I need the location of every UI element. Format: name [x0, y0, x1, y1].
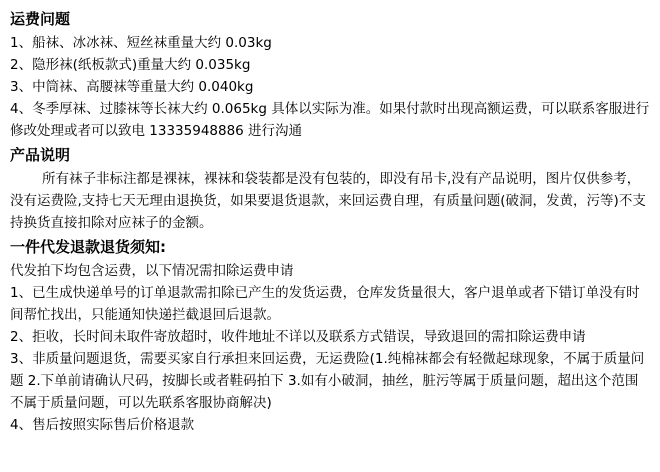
section-line: 3、非质量问题退货，需要买家自行承担来回运费，无运费险(1.纯棉袜都会有轻微起球现象，不属于质量问题 2.下单前请确认尺码，按脚长或者鞋码拍下 3.如有小破洞，抽丝，脏污等属于质量问题，超出这个范围不属于质量问题，可以先联系客服协商解决) — [10, 351, 645, 411]
section-line: 2、拒收，长时间未取件寄放超时，收件地址不详以及联系方式错误，导致退回的需扣除运费申请 — [10, 329, 586, 345]
section-heading: 一件代发退款退货须知: — [10, 238, 166, 256]
section-shipping-issues — [10, 8, 650, 142]
section-line: 2、隐形袜(纸板款式)重量大约 0.035kg — [10, 57, 251, 73]
section-line: 3、中筒袜、高腰袜等重量大约 0.040kg — [10, 79, 254, 95]
section-line: 4、冬季厚袜、过膝袜等长袜大约 0.065kg 具体以实际为准。如果付款时出现高额运费，可以联系客服进行修改处理或者可以致电 13335948886 进行沟通 — [10, 101, 650, 139]
section-line: 代发拍下均包含运费，以下情况需扣除运费申请 — [10, 263, 294, 279]
section-heading: 运费问题 — [10, 10, 71, 28]
section-product-description — [10, 144, 650, 234]
section-dropship-refund-return — [10, 236, 650, 436]
section-line: 所有袜子非标注都是裸袜，裸袜和袋装都是没有包装的，即没有吊卡,没有产品说明，图片仅供参考，没有运费险,支持七天无理由退换货，如果要退货退款，来回运费自理，有质量问题(破洞，发黄，污等)不支持换货直接扣除对应袜子的金额。 — [10, 171, 646, 231]
section-line: 1、已生成快递单号的订单退款需扣除已产生的发货运费，仓库发货量很大，客户退单或者下错订单没有时间帮忙找出，只能通知快递拦截退回后退款。 — [10, 285, 640, 323]
section-heading: 产品说明 — [10, 146, 71, 164]
section-line: 4、售后按照实际售后价格退款 — [10, 417, 195, 433]
section-line: 1、船袜、冰冰袜、短丝袜重量大约 0.03kg — [10, 35, 272, 51]
